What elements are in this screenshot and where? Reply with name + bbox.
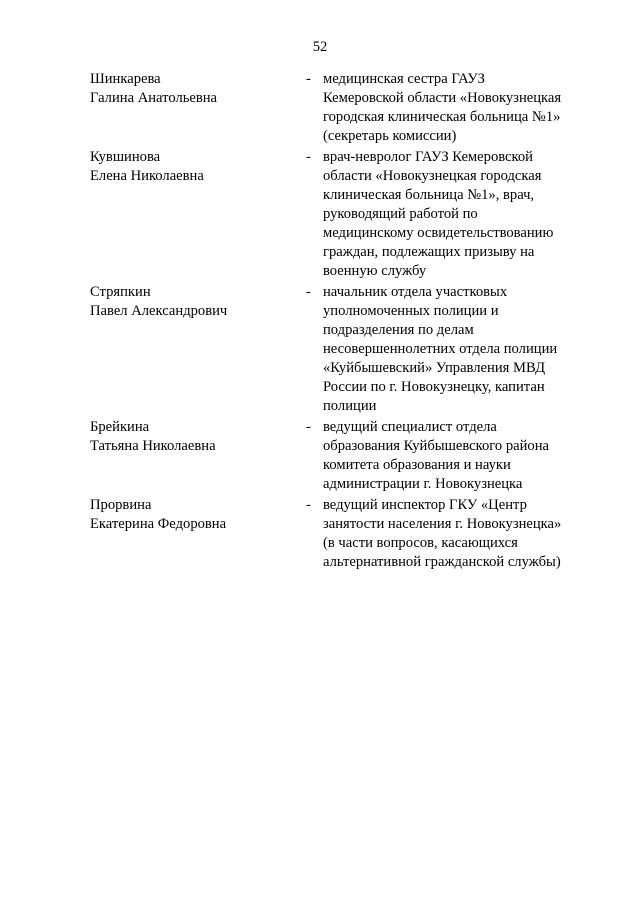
position-line: начальник отдела участковых [323,284,508,300]
member-name [90,148,290,186]
member-name [90,283,290,321]
commission-members-list [90,70,590,574]
member-given-names: Екатерина Федоровна [90,516,227,532]
member-position [323,70,585,146]
position-line: руководящий работой по [323,206,478,222]
dash-separator: - [306,149,311,165]
position-line: несовершеннолетних отдела полиции [323,341,558,357]
dash-separator: - [306,419,311,435]
position-line: комитета образования и науки [323,457,511,473]
position-line: клиническая больница №1», врач, [323,187,535,203]
member-name [90,70,290,108]
position-line: городская клиническая больница №1» [323,109,561,125]
position-line: образования Куйбышевского района [323,438,549,454]
dash-separator: - [306,284,311,300]
position-line: России по г. Новокузнецку, капитан [323,379,545,395]
position-line: ведущий инспектор ГКУ «Центр [323,497,527,513]
position-line: администрации г. Новокузнецка [323,476,523,492]
member-entry [90,496,590,572]
position-line: военную службу [323,263,427,279]
member-surname: Брейкина [90,419,150,435]
member-given-names: Елена Николаевна [90,168,204,184]
member-entry [90,70,590,146]
position-line: альтернативной гражданской службы) [323,554,561,570]
position-line: полиции [323,398,377,414]
member-surname: Шинкарева [90,71,161,87]
member-given-names: Татьяна Николаевна [90,438,216,454]
member-entry [90,283,590,416]
position-line: граждан, подлежащих призыву на [323,244,535,260]
member-entry [90,148,590,281]
page-number: 52 [312,39,328,55]
member-surname: Стряпкин [90,284,151,300]
position-line: (секретарь комиссии) [323,128,457,144]
member-name [90,496,290,534]
position-line: медицинскому освидетельствованию [323,225,554,241]
position-line: области «Новокузнецкая городская [323,168,542,184]
position-line: ведущий специалист отдела [323,419,497,435]
member-name [90,418,290,456]
member-surname: Прорвина [90,497,152,513]
position-line: (в части вопросов, касающихся [323,535,518,551]
member-position [323,283,585,416]
member-surname: Кувшинова [90,149,161,165]
position-line: «Куйбышевский» Управления МВД [323,360,546,376]
position-line: Кемеровской области «Новокузнецкая [323,90,562,106]
position-line: подразделения по делам [323,322,474,338]
member-position [323,418,585,494]
position-line: медицинская сестра ГАУЗ [323,71,485,87]
position-line: уполномоченных полиции и [323,303,499,319]
dash-separator: - [306,71,311,87]
member-position [323,496,585,572]
member-given-names: Галина Анатольевна [90,90,218,106]
member-given-names: Павел Александрович [90,303,228,319]
member-entry [90,418,590,494]
dash-separator: - [306,497,311,513]
position-line: занятости населения г. Новокузнецка» [323,516,562,532]
position-line: врач-невролог ГАУЗ Кемеровской [323,149,533,165]
member-position [323,148,585,281]
